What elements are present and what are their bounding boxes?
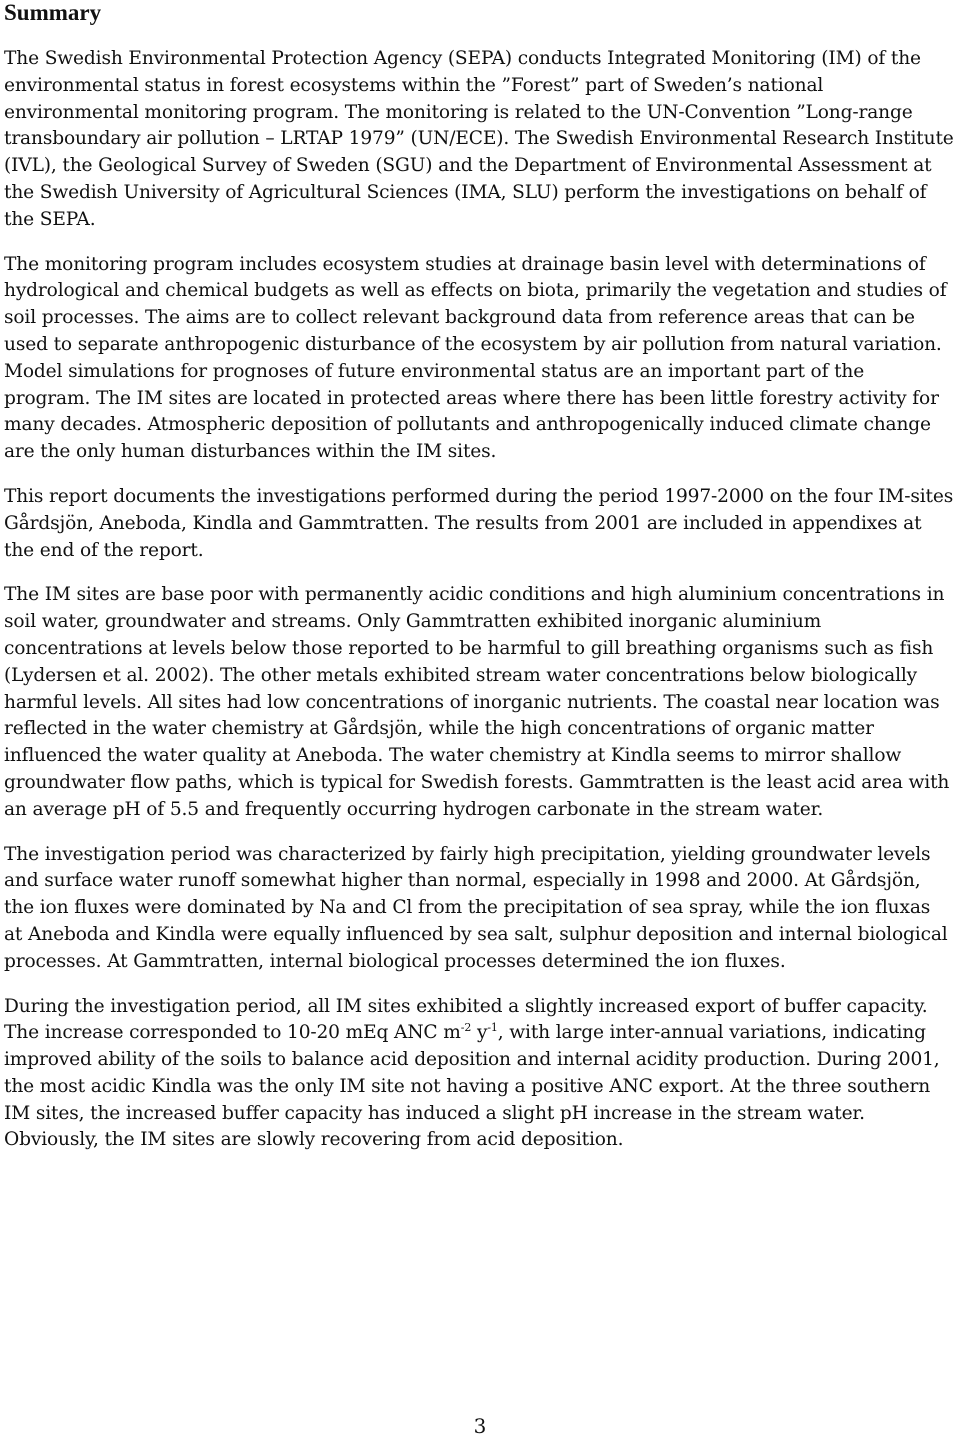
superscript: -2 (460, 1021, 472, 1035)
document-page (4, 0, 954, 1154)
paragraph-text-part: y (471, 1022, 488, 1044)
paragraph-intro: The Swedish Environmental Protection Agency (SEPA) conducts Integrated Monitoring (IM) of the environmental status in forest ecosystems within the ”Forest” part of Sweden’s national environmental monitoring program. The monitoring is related to the UN-Convention ”Long-range transboundary air pollution – LRTAP 1979” (UN/ECE). The Swedish Environmental Research Institute (IVL), the Geological Survey of Sweden (SGU) and the Department of Environmental Assessment at the Swedish University of Agricultural Sciences (IMA, SLU) perform the investigations on behalf of the SEPA. (4, 48, 954, 230)
paragraph-precipitation: The investigation period was characterized by fairly high precipitation, yielding groundwater levels and surface water runoff somewhat higher than normal, especially in 1998 and 2000. At Gårdsjön, the ion fluxes were dominated by Na and Cl from the precipitation of sea spray, while the ion fluxas at Aneboda and Kindla were equally influenced by sea salt, sulphur deposition and internal biological processes. At Gammtratten, internal biological processes determined the ion fluxes. (4, 843, 948, 972)
superscript: -1 (487, 1021, 498, 1035)
paragraph-text-part: During the investigation period, all IM sites exhibited a slightly increased export of buffer capacity. The increase corresponded to 10-20 mEq ANC m (4, 995, 928, 1044)
paragraph-text-part: , with large inter-annual variations, indicating improved ability of the soils to balance acid deposition and internal acidity production. During 2001, the most acidic Kindla was the only IM site not having a positive ANC export. At the three southern IM sites, the increased buffer capacity has induced a slight pH increase in the stream water. Obviously, the IM sites are slowly recovering from acid deposition. (4, 1022, 940, 1151)
paragraph-report-scope: This report documents the investigations performed during the period 1997-2000 on the four IM-sites Gårdsjön, Aneboda, Kindla and Gammtratten. The results from 2001 are included in appendixes at the end of the report. (4, 485, 954, 561)
page-number: 3 (473, 1414, 487, 1438)
paragraph-program: The monitoring program includes ecosystem studies at drainage basin level with determinations of hydrological and chemical budgets as well as effects on biota, primarily the vegetation and studies of soil processes. The aims are to collect relevant background data from reference areas that can be used to separate anthropogenic disturbance of the ecosystem by air pollution from natural variation. Model simulations for prognoses of future environmental status are an important part of the program. The IM sites are located in protected areas where there has been little forestry activity for many decades. Atmospheric deposition of pollutants and anthropogenically induced climate change are the only human disturbances within the IM sites. (4, 253, 947, 463)
paragraph-site-conditions: The IM sites are base poor with permanently acidic conditions and high aluminium concentrations in soil water, groundwater and streams. Only Gammtratten exhibited inorganic aluminium concentrations at levels below those reported to be harmful to gill breathing organisms such as fish (Lydersen et al. 2002). The other metals exhibited stream water concentrations below biologically harmful levels. All sites had low concentrations of inorganic nutrients. The coastal near location was reflected in the water chemistry at Gårdsjön, while the high concentrations of organic matter influenced the water quality at Aneboda. The water chemistry at Kindla seems to mirror shallow groundwater flow paths, which is typical for Swedish forests. Gammtratten is the least acid area with an average pH of 5.5 and frequently occurring hydrogen carbonate in the stream water. (4, 584, 950, 820)
paragraph-buffer-capacity (4, 994, 954, 1155)
summary-heading: Summary (4, 0, 102, 25)
